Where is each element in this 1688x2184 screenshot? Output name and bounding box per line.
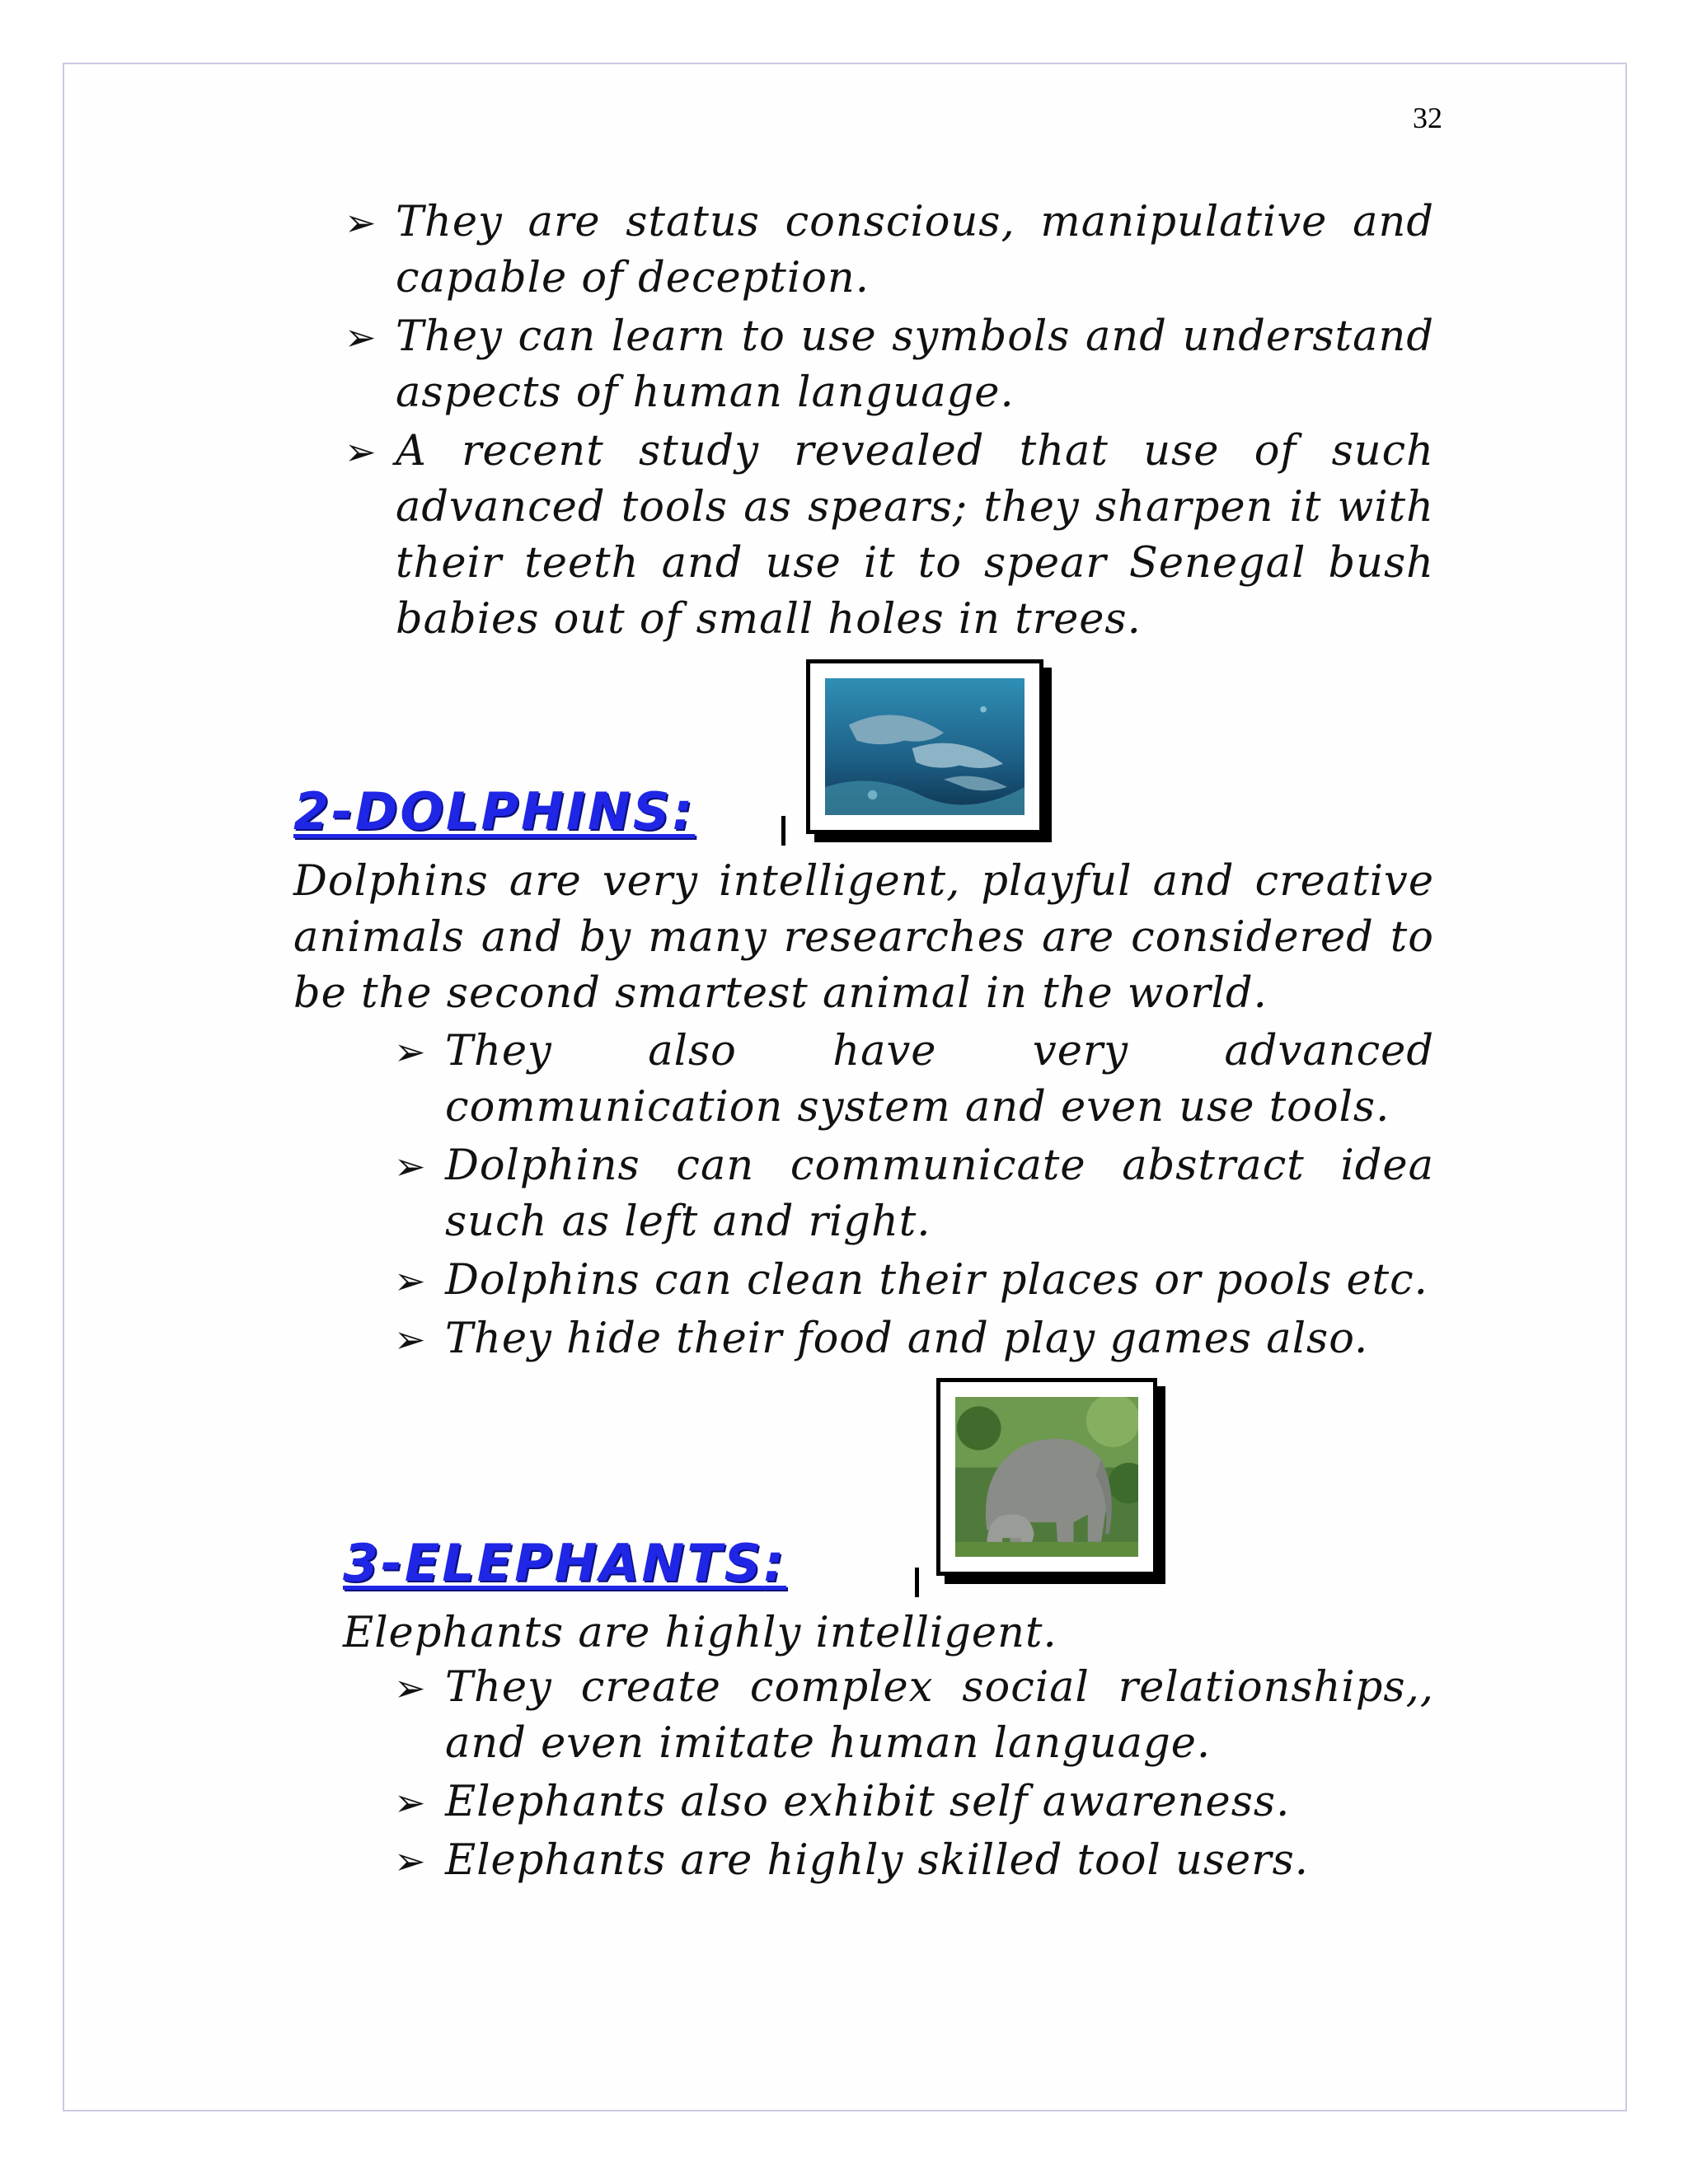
elephants-bullet-list (394, 1660, 1434, 1891)
list-item (345, 424, 1434, 648)
bullet-text: Dolphins can communicate abstract idea such as left and right. (445, 1141, 1434, 1246)
separator-bar (915, 1568, 919, 1597)
dolphin-photo-frame (806, 659, 1043, 834)
dolphins-bullet-list (394, 1024, 1434, 1370)
bullet-text: Dolphins can clean their places or pools etc. (445, 1256, 1428, 1305)
bullet-text: They hide their food and play games also. (445, 1315, 1369, 1363)
bullet-text: They can learn to use symbols and understand aspects of human language. (396, 312, 1434, 417)
heading-colon: : (763, 1533, 787, 1593)
arrow-bullet-icon: ➢ (394, 1839, 427, 1883)
arrow-bullet-icon: ➢ (394, 1029, 427, 1074)
dolphins-heading (293, 781, 695, 841)
arrow-bullet-icon: ➢ (345, 315, 377, 359)
elephants-heading (343, 1533, 786, 1593)
elephant-photo-frame (936, 1378, 1157, 1576)
arrow-bullet-icon: ➢ (394, 1258, 427, 1303)
arrow-bullet-icon: ➢ (394, 1144, 427, 1188)
arrow-bullet-icon: ➢ (394, 1780, 427, 1825)
list-item (394, 1138, 1434, 1250)
arrow-bullet-icon: ➢ (394, 1666, 427, 1710)
heading-colon: : (672, 781, 696, 841)
bullet-text: They also have very advanced communication system and even use tools. (445, 1027, 1434, 1132)
dolphins-intro: Dolphins are very intelligent, playful and creative animals and by many researches are considered to be the second smartest animal in the world. (293, 857, 1434, 1018)
elephants-heading-text: 3-ELEPHANTS (343, 1533, 764, 1593)
list-item (394, 1660, 1434, 1772)
elephant-photo (955, 1397, 1138, 1557)
bullet-text: Elephants also exhibit self awareness. (445, 1778, 1291, 1826)
list-item (345, 194, 1434, 307)
arrow-bullet-icon: ➢ (345, 429, 377, 474)
intro-bullet-list (345, 194, 1434, 650)
dolphin-photo (825, 678, 1025, 815)
arrow-bullet-icon: ➢ (345, 200, 377, 245)
list-item (394, 1774, 1434, 1830)
list-item (345, 309, 1434, 421)
page-number: 32 (1413, 101, 1442, 134)
arrow-bullet-icon: ➢ (394, 1317, 427, 1361)
elephants-intro: Elephants are highly intelligent. (343, 1609, 1057, 1657)
dolphins-heading-text: 2-DOLPHINS (293, 781, 673, 841)
separator-bar (781, 816, 785, 846)
list-item (394, 1253, 1434, 1309)
list-item (394, 1311, 1434, 1367)
list-item (394, 1833, 1434, 1889)
bullet-text: They create complex social relationships,, and even imitate human language. (445, 1663, 1434, 1768)
bullet-text: They are status conscious, manipulative and capable of deception. (396, 198, 1434, 302)
bullet-text: A recent study revealed that use of such advanced tools as spears; they sharpen it with their teeth and use it to spear Senegal bush babies out of small holes in trees. (396, 427, 1434, 644)
bullet-text: Elephants are highly skilled tool users. (445, 1836, 1309, 1885)
list-item (394, 1024, 1434, 1136)
